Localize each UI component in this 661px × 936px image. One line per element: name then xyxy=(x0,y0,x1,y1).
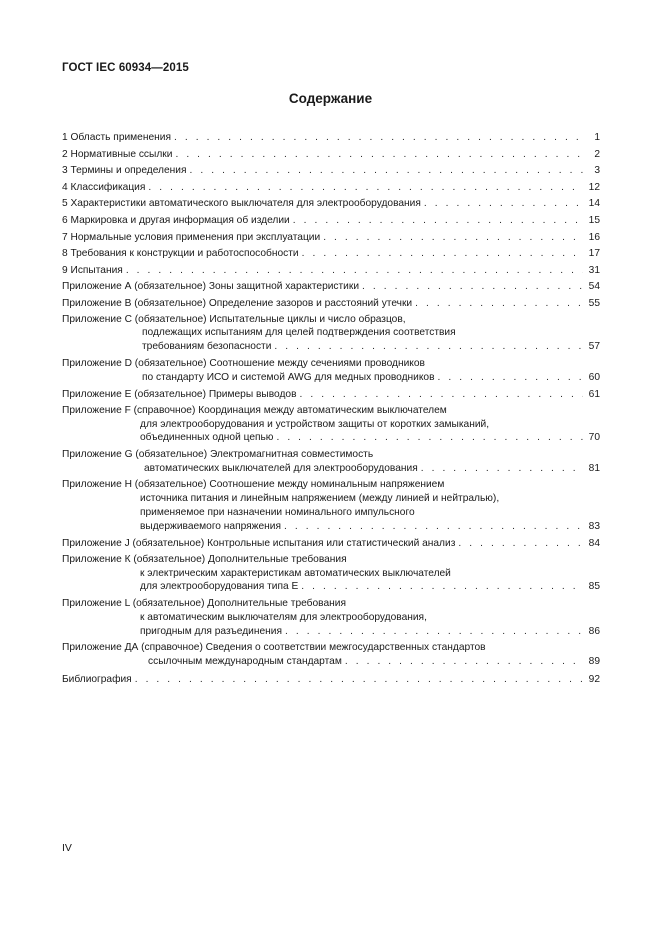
toc-entry-page: 55 xyxy=(588,297,600,309)
toc-entry-title: Приложение К (обязательное) Дополнительные требования xyxy=(62,553,347,565)
toc-entry-page: 17 xyxy=(588,248,600,260)
toc-entry-title: требованиям безопасности xyxy=(142,341,272,353)
toc-entry[interactable] xyxy=(62,478,600,533)
toc-leader-dots xyxy=(421,462,583,476)
toc-leader-dots xyxy=(274,340,583,354)
toc-entry-title: выдерживаемого напряжения xyxy=(140,520,281,532)
toc-entry-title: Приложение F (справочное) Координация между автоматическим выключателем xyxy=(62,404,447,416)
toc-entry-title: к автоматическим выключателям для электрооборудования, xyxy=(140,611,427,623)
toc-entry-page: 16 xyxy=(588,231,600,243)
toc-entry[interactable] xyxy=(62,130,600,147)
toc-entry[interactable] xyxy=(62,313,600,354)
toc-leader-dots xyxy=(415,296,583,313)
toc-entry[interactable] xyxy=(62,672,600,689)
toc-entry-title: 1 Область применения xyxy=(62,132,171,143)
toc-entry-title: Приложение J (обязательное) Контрольные испытания или статистический анализ xyxy=(62,538,456,550)
toc-entry-title: Приложение Н (обязательное) Соотношение между номинальным напряжением xyxy=(62,479,445,491)
toc-entry[interactable] xyxy=(62,536,600,553)
toc-entry[interactable] xyxy=(62,597,600,638)
toc-entry-page: 92 xyxy=(588,673,600,685)
toc-entry[interactable] xyxy=(62,553,600,594)
toc-entry[interactable] xyxy=(62,180,600,197)
toc-entry[interactable] xyxy=(62,387,600,404)
toc-entry-page: 3 xyxy=(594,165,600,177)
toc-leader-dots xyxy=(284,520,583,534)
toc-entry[interactable] xyxy=(62,641,600,669)
toc-entry-title: 9 Испытания xyxy=(62,264,123,276)
toc-entry-page: 85 xyxy=(588,581,600,593)
toc-entry[interactable] xyxy=(62,196,600,213)
toc-leader-dots xyxy=(276,431,583,445)
toc-leader-dots xyxy=(293,213,583,230)
toc-entry-page: 60 xyxy=(588,371,600,383)
toc-leader-dots xyxy=(299,387,583,404)
toc-entry[interactable] xyxy=(62,404,600,445)
toc-entry-page: 1 xyxy=(594,132,600,143)
toc-entry-title: применяемое при назначении номинального импульсного xyxy=(140,506,415,518)
toc-entry-page: 70 xyxy=(588,432,600,444)
table-of-contents xyxy=(62,130,600,688)
toc-leader-dots xyxy=(438,371,583,385)
toc-entry-page: 61 xyxy=(588,389,600,401)
toc-entry-title: Приложение L (обязательное) Дополнительные требования xyxy=(62,598,346,610)
page-number: IV xyxy=(62,842,72,854)
toc-entry-title: Приложение С (обязательное) Испытательные циклы и число образцов, xyxy=(62,313,406,325)
toc-entry-page: 81 xyxy=(588,462,600,474)
toc-entry-title: для электрооборудования типа Е xyxy=(140,581,299,593)
toc-leader-dots xyxy=(174,130,583,147)
toc-title: Содержание xyxy=(288,91,373,106)
toc-entry-title: Библиография xyxy=(62,673,132,685)
toc-entry-page: 14 xyxy=(588,198,600,210)
toc-leader-dots xyxy=(148,180,583,197)
toc-entry[interactable] xyxy=(62,246,600,263)
toc-entry-title: 7 Нормальные условия применения при эксплуатации xyxy=(62,231,321,243)
toc-entry-title: подлежащих испытаниям для целей подтверждения соответствия xyxy=(142,327,456,339)
document-code: ГОСТ IEC 60934—2015 xyxy=(62,62,189,74)
toc-leader-dots xyxy=(189,163,583,180)
toc-entry[interactable] xyxy=(62,213,600,230)
toc-entry-title: Приложение G (обязательное) Электромагнитная совместимость xyxy=(62,448,374,460)
toc-entry-title: 3 Термины и определения xyxy=(62,165,187,177)
toc-entry-page: 54 xyxy=(588,281,600,293)
toc-entry-page: 15 xyxy=(588,214,600,226)
toc-leader-dots xyxy=(362,279,583,296)
toc-entry-title: ссылочным международным стандартам xyxy=(148,656,342,668)
toc-entry-title: источника питания и линейным напряжением (между линией и нейтралью), xyxy=(140,493,500,505)
toc-entry-title: объединенных одной цепью xyxy=(140,432,274,444)
toc-entry-page: 86 xyxy=(588,625,600,637)
toc-entry-page: 2 xyxy=(594,148,600,160)
toc-entry[interactable] xyxy=(62,296,600,313)
toc-entry-title: Приложение Е (обязательное) Примеры выводов xyxy=(62,389,297,401)
toc-leader-dots xyxy=(345,655,583,669)
toc-entry[interactable] xyxy=(62,448,600,476)
toc-leader-dots xyxy=(424,196,583,213)
toc-entry[interactable] xyxy=(62,163,600,180)
toc-entry-title: Приложение ДА (справочное) Сведения о соответствии межгосударственных стандартов xyxy=(62,642,486,654)
toc-leader-dots xyxy=(135,672,583,689)
toc-entry-page: 89 xyxy=(588,656,600,668)
toc-entry-page: 57 xyxy=(588,341,600,353)
toc-entry-title: 8 Требования к конструкции и работоспособности xyxy=(62,248,299,260)
toc-leader-dots xyxy=(175,147,583,164)
toc-leader-dots xyxy=(323,230,583,247)
toc-leader-dots xyxy=(285,625,583,639)
toc-entry[interactable] xyxy=(62,263,600,280)
toc-entry-title: 4 Классификация xyxy=(62,181,146,193)
toc-entry-page: 12 xyxy=(588,181,600,193)
toc-leader-dots xyxy=(301,580,583,594)
toc-entry-title: Приложение D (обязательное) Соотношение между сечениями проводников xyxy=(62,357,425,369)
toc-entry-title: для электрооборудования и устройством защиты от коротких замыканий, xyxy=(140,418,490,430)
toc-entry-page: 31 xyxy=(588,264,600,276)
toc-entry-title: автоматических выключателей для электрооборудования xyxy=(144,462,418,474)
toc-entry-title: 2 Нормативные ссылки xyxy=(62,148,173,160)
toc-entry[interactable] xyxy=(62,279,600,296)
toc-entry-page: 84 xyxy=(588,538,600,550)
toc-leader-dots xyxy=(458,536,583,553)
toc-entry-title: Приложение В (обязательное) Определение зазоров и расстояний утечки xyxy=(62,297,413,309)
toc-entry[interactable] xyxy=(62,357,600,385)
toc-leader-dots xyxy=(302,246,583,263)
toc-entry-title: к электрическим характеристикам автоматических выключателей xyxy=(140,567,451,579)
toc-entry-page: 83 xyxy=(588,520,600,532)
toc-entry-title: 6 Маркировка и другая информация об изделии xyxy=(62,214,290,226)
toc-leader-dots xyxy=(126,263,583,280)
toc-entry[interactable] xyxy=(62,147,600,164)
toc-entry-title: 5 Характеристики автоматического выключателя для электрооборудования xyxy=(62,198,421,210)
toc-entry[interactable] xyxy=(62,230,600,247)
toc-entry-title: пригодным для разъединения xyxy=(140,625,283,637)
toc-entry-title: Приложение А (обязательное) Зоны защитной характеристики xyxy=(62,281,360,293)
toc-entry-title: по стандарту ИСО и системой AWG для медных проводников xyxy=(142,371,435,383)
